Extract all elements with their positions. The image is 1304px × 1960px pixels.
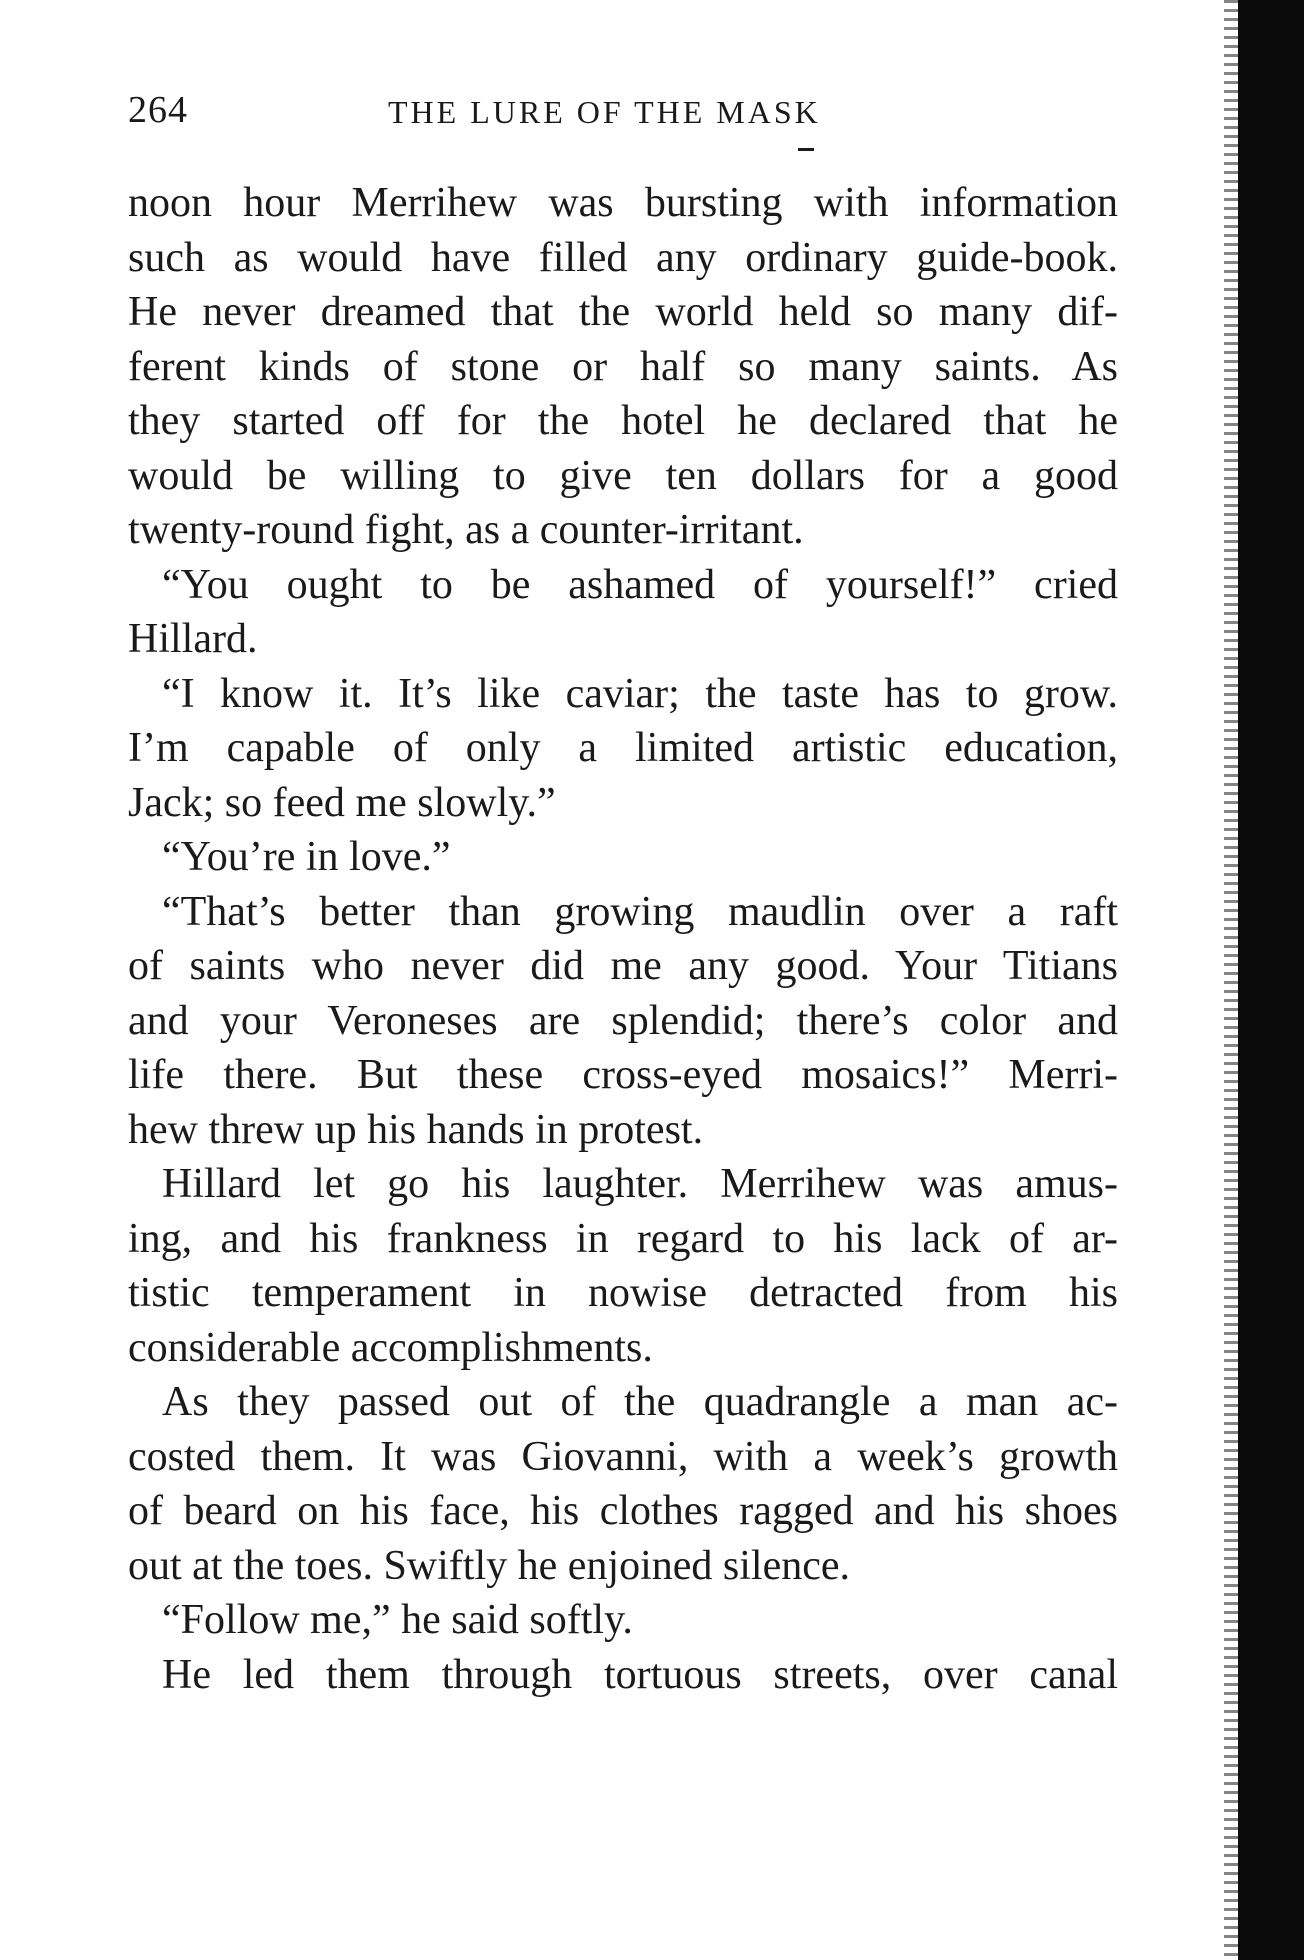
text-line: “I know it. It’s like caviar; the taste has to grow.: [162, 670, 1118, 717]
text-line: and your Veroneses are splendid; there’s color and: [128, 997, 1118, 1044]
page-number: 264: [128, 89, 188, 131]
text-line: “Follow me,” he said softly.: [162, 1597, 633, 1643]
text-line: of beard on his face, his clothes ragged and his shoes: [128, 1488, 1118, 1534]
page-header: [128, 88, 1118, 148]
text-line: “You ought to be ashamed of yourself!” cried: [162, 561, 1118, 608]
text-line: costed them. It was Giovanni, with a week’s growth: [128, 1433, 1118, 1480]
text-line: such as would have filled any ordinary guide-book.: [128, 234, 1118, 281]
text-line: would be willing to give ten dollars for a good: [128, 452, 1118, 499]
text-line: I’m capable of only a limited artistic education,: [128, 725, 1118, 771]
text-line: of saints who never did me any good. Your Titians: [128, 943, 1118, 989]
running-title: THE LURE OF THE MASK: [388, 94, 821, 130]
text-line: He never dreamed that the world held so many dif-: [128, 289, 1118, 335]
body-text: [128, 176, 1118, 1702]
text-line: twenty-round fight, as a counter-irritant.: [128, 507, 804, 553]
text-line: Jack; so feed me slowly.”: [128, 779, 556, 826]
text-line: As they passed out of the quadrangle a man ac-: [162, 1379, 1118, 1425]
text-line: “You’re in love.”: [162, 834, 451, 880]
text-line: ing, and his frankness in regard to his lack of ar-: [128, 1215, 1118, 1262]
text-line: He led them through tortuous streets, over canal: [162, 1651, 1118, 1698]
text-line: considerable accomplishments.: [128, 1324, 653, 1371]
text-line: Hillard.: [128, 616, 258, 662]
scanned-binding-edge: [1238, 0, 1304, 1960]
text-line: “That’s better than growing maudlin over a raft: [162, 888, 1118, 935]
text-line: ferent kinds of stone or half so many saints. As: [128, 343, 1118, 390]
header-dash-mark: [798, 148, 814, 151]
text-line: noon hour Merrihew was bursting with information: [128, 180, 1118, 226]
text-line: hew threw up his hands in protest.: [128, 1106, 704, 1153]
text-line: tistic temperament in nowise detracted from his: [128, 1270, 1118, 1316]
text-line: out at the toes. Swiftly he enjoined silence.: [128, 1542, 850, 1589]
text-line: Hillard let go his laughter. Merrihew was amus-: [162, 1161, 1118, 1207]
text-line: life there. But these cross-eyed mosaics!” Merri-: [128, 1052, 1118, 1098]
text-line: they started off for the hotel he declared that he: [128, 398, 1118, 444]
